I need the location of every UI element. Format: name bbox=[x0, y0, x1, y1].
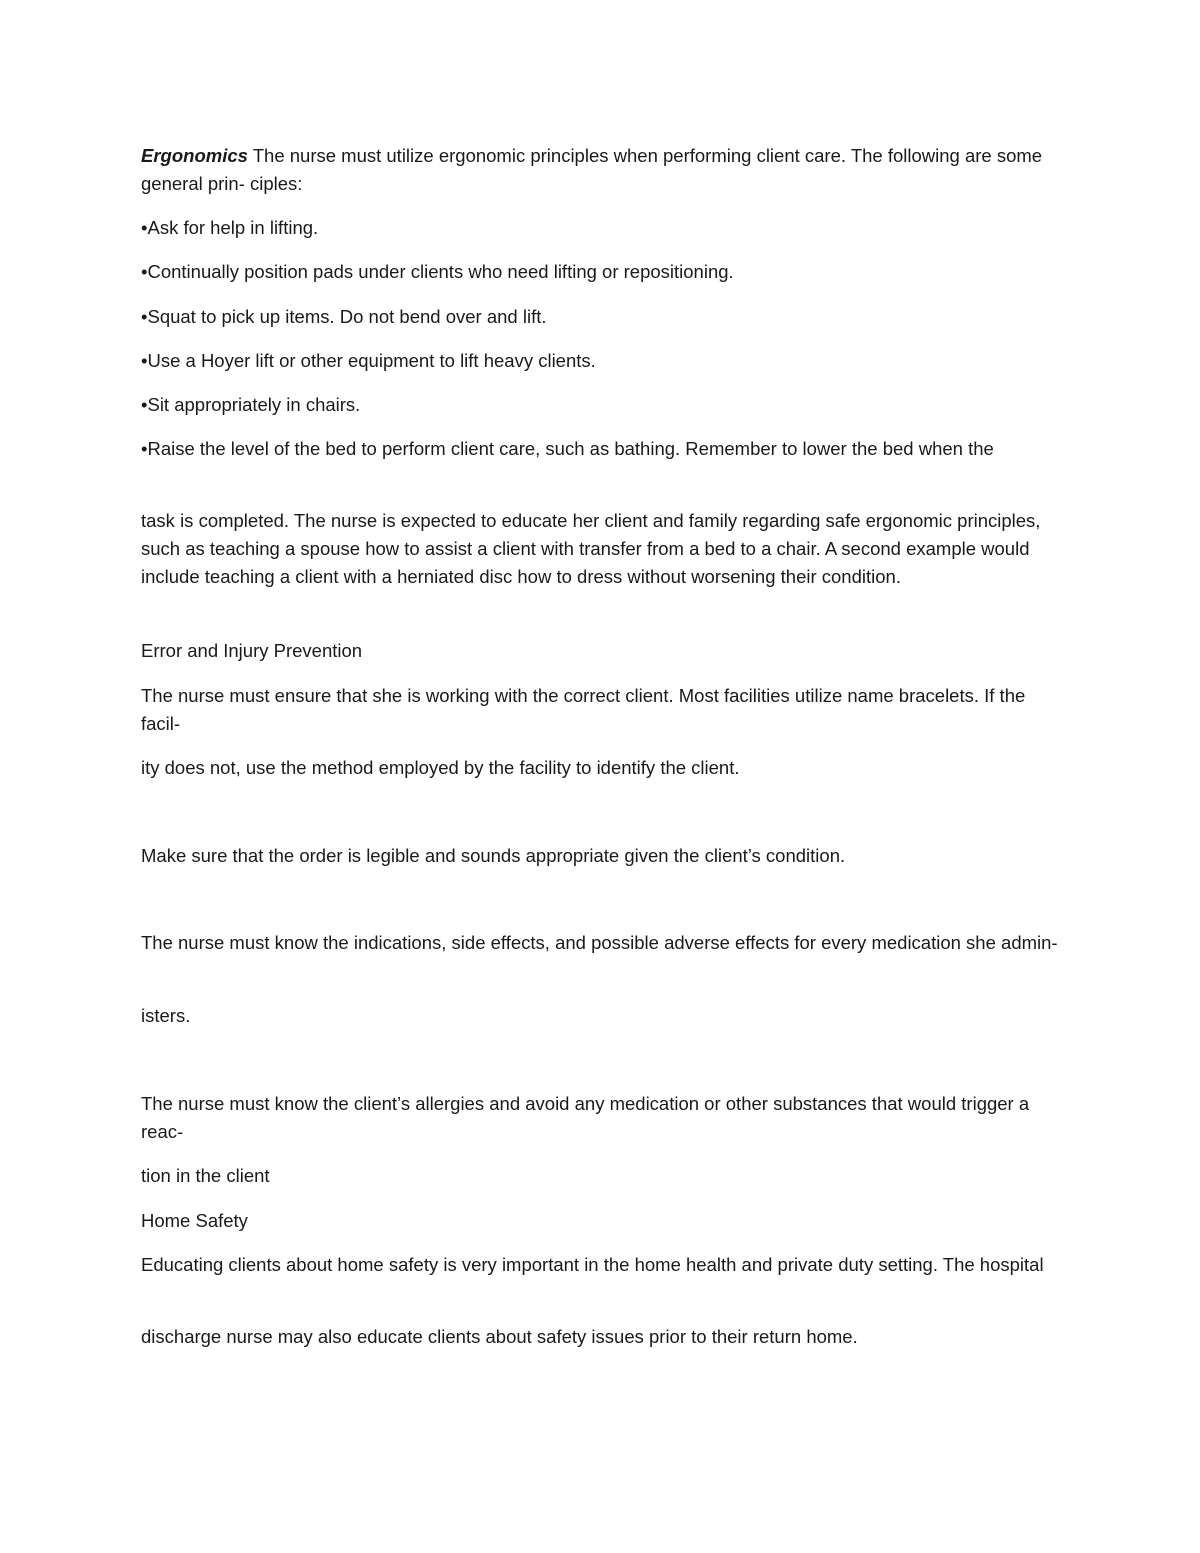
bullet-item: •Raise the level of the bed to perform client care, such as bathing. Remember to lower the bed when the bbox=[141, 438, 994, 459]
bullet-item: •Ask for help in lifting. bbox=[141, 217, 319, 238]
body-paragraph: isters. bbox=[141, 1005, 191, 1026]
body-paragraph: Educating clients about home safety is very important in the home health and private duty setting. The hospital bbox=[141, 1254, 1044, 1275]
body-paragraph: ity does not, use the method employed by the facility to identify the client. bbox=[141, 757, 740, 778]
body-paragraph: Make sure that the order is legible and sounds appropriate given the client’s condition. bbox=[141, 845, 846, 866]
body-paragraph: discharge nurse may also educate clients about safety issues prior to their return home. bbox=[141, 1326, 858, 1347]
section-heading-home-safety: Home Safety bbox=[141, 1210, 248, 1231]
bullet-item: •Squat to pick up items. Do not bend over and lift. bbox=[141, 306, 547, 327]
body-paragraph: The nurse must ensure that she is working with the correct client. Most facilities utilize name bracelets. If the facil- bbox=[141, 685, 1026, 734]
intro-paragraph bbox=[141, 142, 1061, 198]
bullet-item: •Use a Hoyer lift or other equipment to lift heavy clients. bbox=[141, 350, 596, 371]
body-paragraph: tion in the client bbox=[141, 1165, 270, 1186]
bullet-item: •Sit appropriately in chairs. bbox=[141, 394, 361, 415]
bullet-item: •Continually position pads under clients who need lifting or repositioning. bbox=[141, 261, 734, 282]
section-heading-error-injury-prevention: Error and Injury Prevention bbox=[141, 640, 363, 661]
body-paragraph: The nurse must know the client’s allergies and avoid any medication or other substances that would trigger a reac- bbox=[141, 1093, 1030, 1142]
intro-text: The nurse must utilize ergonomic principles when performing client care. The following are some general prin- ciples: bbox=[141, 145, 1043, 194]
ergonomics-education-paragraph: task is completed. The nurse is expected to educate her client and family regarding safe ergonomic principles, such as teaching a spouse how to assist a client with transfer from a bed to a chair. A second example would include teaching a client with a herniated disc how to dress without worsening their condition. bbox=[141, 510, 1041, 587]
intro-term: Ergonomics bbox=[141, 145, 248, 166]
body-paragraph: The nurse must know the indications, side effects, and possible adverse effects for every medication she admin- bbox=[141, 932, 1058, 953]
